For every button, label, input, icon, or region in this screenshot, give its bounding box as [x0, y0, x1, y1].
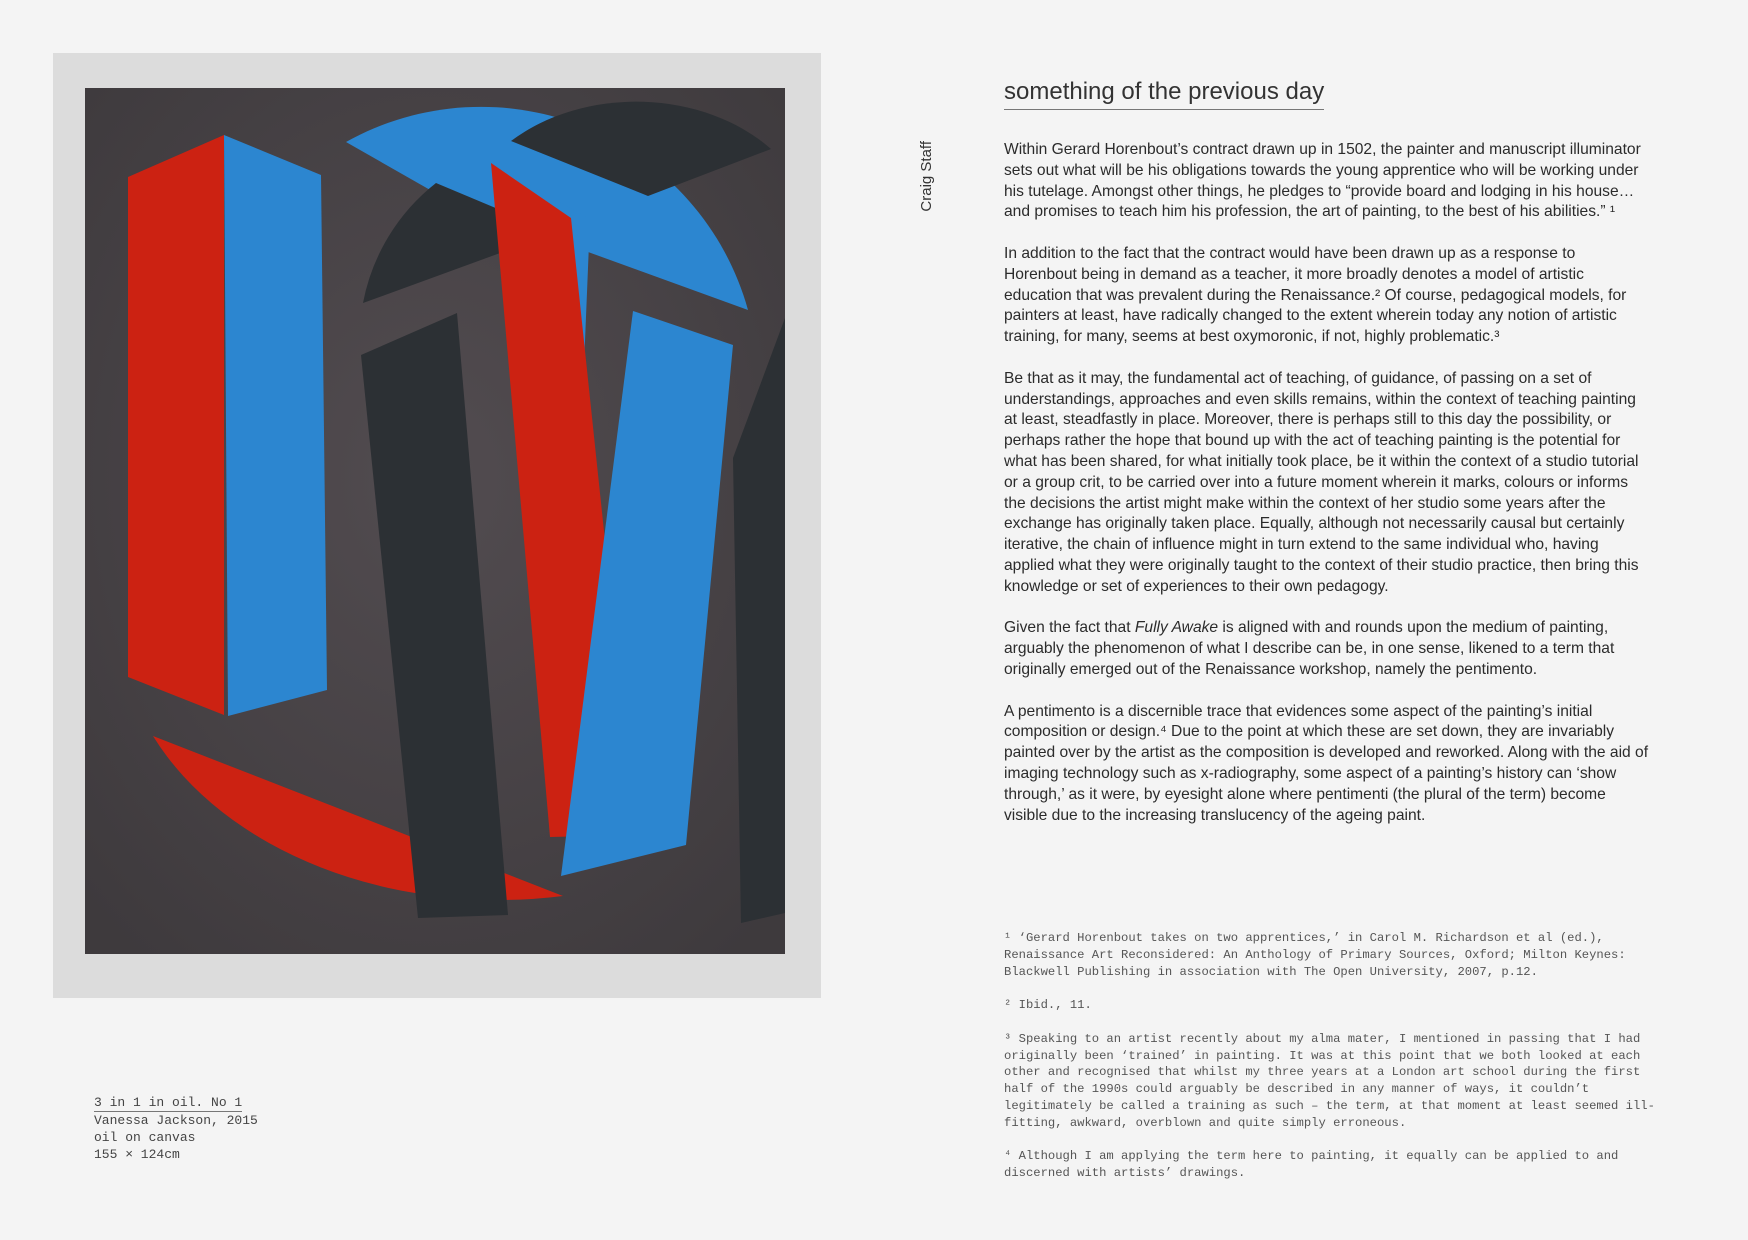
artwork-caption	[94, 1094, 258, 1163]
paragraph-4-lead: Given the fact that	[1004, 619, 1135, 637]
footnote-3: ³ Speaking to an artist recently about my alma mater, I mentioned in passing that I had originally been ‘trained’ in painting. It was at this point that we both looked at each other and recognised that whilst my three years at a London art school during the first half of the 1990s could arguably be described in any manner of ways, it couldn’t legitimately be called a training as such – the term, at that moment at least seemed ill-fitting, awkward, overblown and quite simply erroneous.	[1004, 1031, 1655, 1130]
paragraph-5: A pentimento is a discernible trace that evidences some aspect of the painting’s initial composition or design.⁴ Due to the point at which these are set down, they are invariably painted over by the artist as the composition is developed and reworked. Along with the aid of imaging technology such as x-radiography, some aspect of a painting’s history can ‘show through,’ as it were, by eyesight alone where pentimenti (the plural of the term) become visible due to the increasing translucency of the ageing paint.	[1004, 702, 1649, 824]
footnote-2: ² Ibid., 11.	[1004, 998, 1092, 1013]
essay-body	[1004, 140, 1652, 847]
caption-dimensions: 155 × 124cm	[94, 1147, 180, 1162]
paragraph-3: Be that as it may, the fundamental act of teaching, of guidance, of passing on a set of understandings, approaches and even skills remains, within the context of teaching painting at least, steadfastly in place. Moreover, there is perhaps still to this day the possibility, or perhaps rather the hope that bound up with the act of teaching painting is the potential for what has been shared, for what initially took place, be it within the context of a studio tutorial or a group crit, to be carried over into a future moment wherein it marks, colours or informs the decisions the artist might make within the context of her studio some years after the exchange has originally taken place. Equally, although not necessarily causal but certainly iterative, the chain of influence might in turn extend to the same individual who, having applied what they were originally taught to the context of their studio practice, then bring this knowledge or set of experiences to their own pedagogy.	[1004, 369, 1639, 595]
footnote-4: ⁴ Although I am applying the term here to painting, it equally can be applied to and discerned with artists’ drawings.	[1004, 1149, 1619, 1181]
caption-medium: oil on canvas	[94, 1130, 196, 1145]
footnotes	[1004, 930, 1664, 1199]
paragraph-4	[1004, 618, 1652, 680]
red-bar-left	[128, 135, 224, 715]
author-name: Craig Staff	[918, 141, 935, 212]
paragraph-1: Within Gerard Horenbout’s contract drawn up in 1502, the painter and manuscript illuminator sets out what will be his obligations towards the young apprentice who will be working under his tutelage. Amongst other things, he pledges to “provide board and lodging in his house… and promises to teach him his profession, the art of painting, to the best of his abilities.” ¹	[1004, 141, 1641, 221]
paragraph-2: In addition to the fact that the contract would have been drawn up as a response to Horenbout being in demand as a teacher, it more broadly denotes a model of artistic education that was prevalent during the Renaissance.² Of course, pedagogical models, for painters at least, have radically changed to the extent wherein today any notion of artistic training, for many, seems at best oxymoronic, if not, highly problematic.³	[1004, 244, 1627, 346]
exhibition-title: Fully Awake	[1134, 619, 1219, 637]
blue-bar-left	[224, 135, 327, 716]
caption-title: 3 in 1 in oil. No 1	[94, 1095, 243, 1110]
caption-artist-year: Vanessa Jackson, 2015	[94, 1113, 258, 1128]
essay-title: something of the previous day	[1004, 78, 1324, 110]
paragraph-4-rest: is aligned with and rounds upon the medium of painting, arguably the phenomenon of what I describe can be, in one sense, likened to a term that originally emerged out of the Renaissance workshop, namely the pentimento.	[1004, 619, 1615, 678]
footnote-1: ¹ ‘Gerard Horenbout takes on two apprentices,’ in Carol M. Richardson et al (ed.), Renaissance Art Reconsidered: An Anthology of Primary Sources, Oxford; Milton Keynes: Blackwell Publishing in association with The Open University, 2007, p.12.	[1004, 931, 1626, 979]
artwork-photo	[53, 53, 821, 998]
